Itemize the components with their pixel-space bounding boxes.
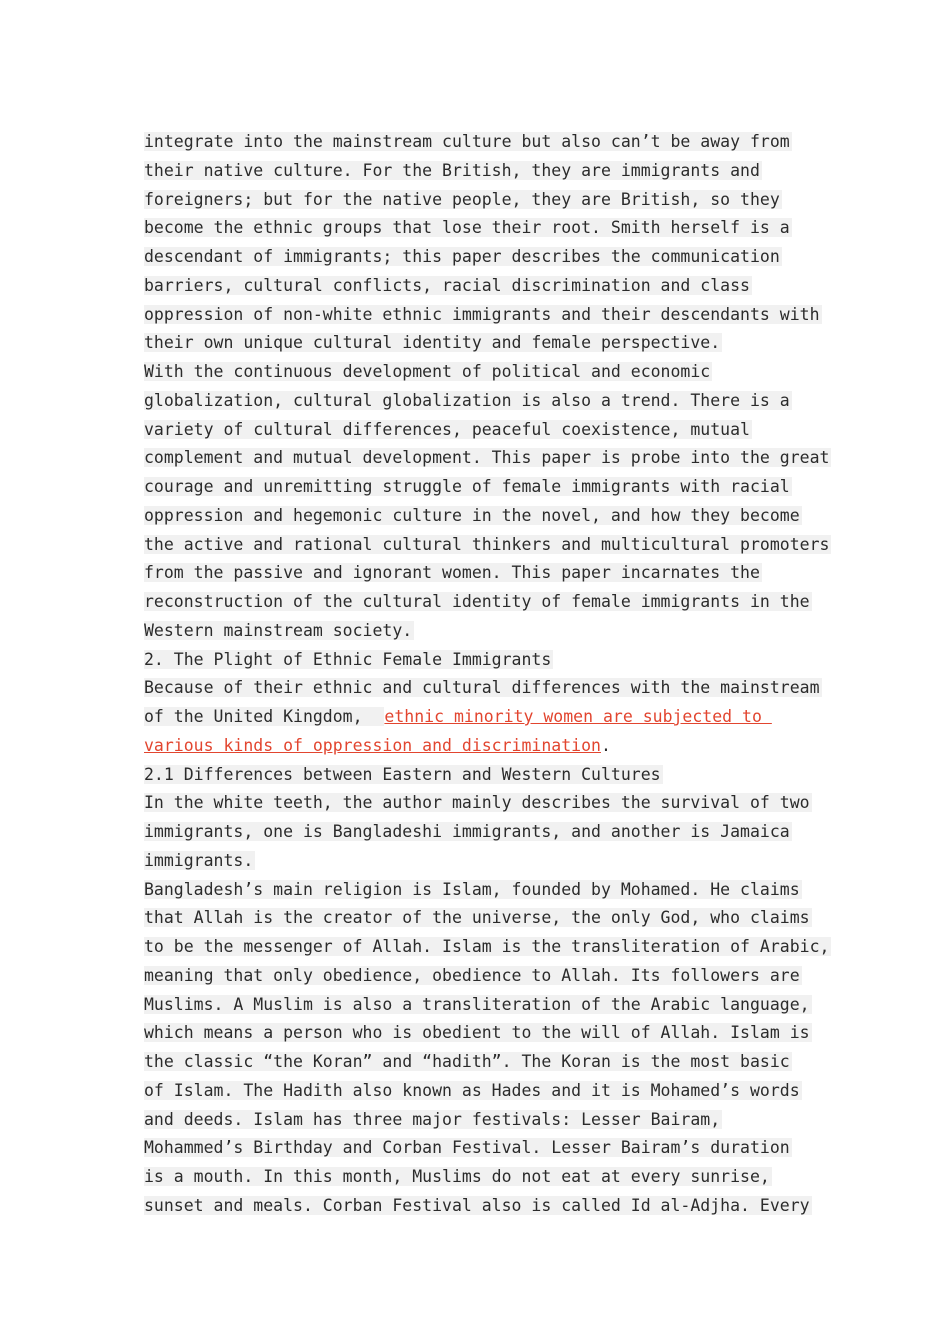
text-line: In the white teeth, the author mainly describes the survival of two xyxy=(144,793,810,813)
text-line: their native culture. For the British, they are immigrants and xyxy=(144,160,760,180)
text-line: their own unique cultural identity and female perspective. xyxy=(144,333,721,353)
text-line: reconstruction of the cultural identity of female immigrants in the xyxy=(144,592,810,611)
text-line: immigrants. xyxy=(144,850,254,870)
subsection-heading: 2.1 Differences between Eastern and Western Cultures xyxy=(144,764,661,784)
text-line: complement and mutual development. This paper is probe into the great xyxy=(144,448,830,468)
text-line: globalization, cultural globalization is also a trend. There is a xyxy=(144,390,790,410)
text-line: Western mainstream society. xyxy=(144,620,413,640)
text-line: the active and rational cultural thinkers and multicultural promoters xyxy=(144,534,830,554)
text-line: Mohammed’s Birthday and Corban Festival. Lesser Bairam’s duration xyxy=(144,1138,790,1158)
text-line: oppression and hegemonic culture in the novel, and how they become xyxy=(144,505,800,525)
text-line: various kinds of oppression and discrimination. xyxy=(144,735,611,755)
text-line: Bangladesh’s main religion is Islam, founded by Mohamed. He claims xyxy=(144,879,800,899)
text-line: to be the messenger of Allah. Islam is the transliteration of Arabic, xyxy=(144,937,830,956)
text-line: sunset and meals. Corban Festival also is called Id al-Adjha. Every xyxy=(144,1195,810,1215)
text-line: integrate into the mainstream culture but also can’t be away from xyxy=(144,132,790,151)
text-line: become the ethnic groups that lose their root. Smith herself is a xyxy=(144,218,790,238)
text-line: that Allah is the creator of the universe, the only God, who claims xyxy=(144,908,810,928)
text-line: variety of cultural differences, peaceful coexistence, mutual xyxy=(144,419,750,439)
text-line: With the continuous development of political and economic xyxy=(144,362,711,381)
text-line: barriers, cultural conflicts, racial discrimination and class xyxy=(144,275,750,295)
document-body xyxy=(144,128,830,1221)
text-line: Because of their ethnic and cultural differences with the mainstream xyxy=(144,678,820,698)
annotated-text: various kinds of oppression and discrimination xyxy=(144,735,601,755)
text-line: of Islam. The Hadith also known as Hades and it is Mohamed’s words xyxy=(144,1080,800,1100)
text-line: of the United Kingdom, ethnic minority women are subjected to xyxy=(144,707,772,726)
text-line: which means a person who is obedient to the will of Allah. Islam is xyxy=(144,1023,810,1043)
text-line: oppression of non-white ethnic immigrants and their descendants with xyxy=(144,304,820,324)
text-line: and deeds. Islam has three major festivals: Lesser Bairam, xyxy=(144,1109,721,1129)
text-line: courage and unremitting struggle of female immigrants with racial xyxy=(144,477,790,496)
text-line: Muslims. A Muslim is also a transliteration of the Arabic language, xyxy=(144,994,810,1014)
text-line: descendant of immigrants; this paper describes the communication xyxy=(144,247,780,266)
annotated-text: ethnic minority women are subjected to xyxy=(384,707,772,726)
text-line: from the passive and ignorant women. This paper incarnates the xyxy=(144,563,760,583)
text-line: is a mouth. In this month, Muslims do not eat at every sunrise, xyxy=(144,1167,770,1186)
text-line: meaning that only obedience, obedience to Allah. Its followers are xyxy=(144,965,800,985)
text-line: foreigners; but for the native people, they are British, so they xyxy=(144,189,780,209)
section-heading: 2. The Plight of Ethnic Female Immigrants xyxy=(144,649,552,669)
text-line: immigrants, one is Bangladeshi immigrants, and another is Jamaica xyxy=(144,822,790,841)
text-line: the classic “the Koran” and “hadith”. The Koran is the most basic xyxy=(144,1052,790,1071)
